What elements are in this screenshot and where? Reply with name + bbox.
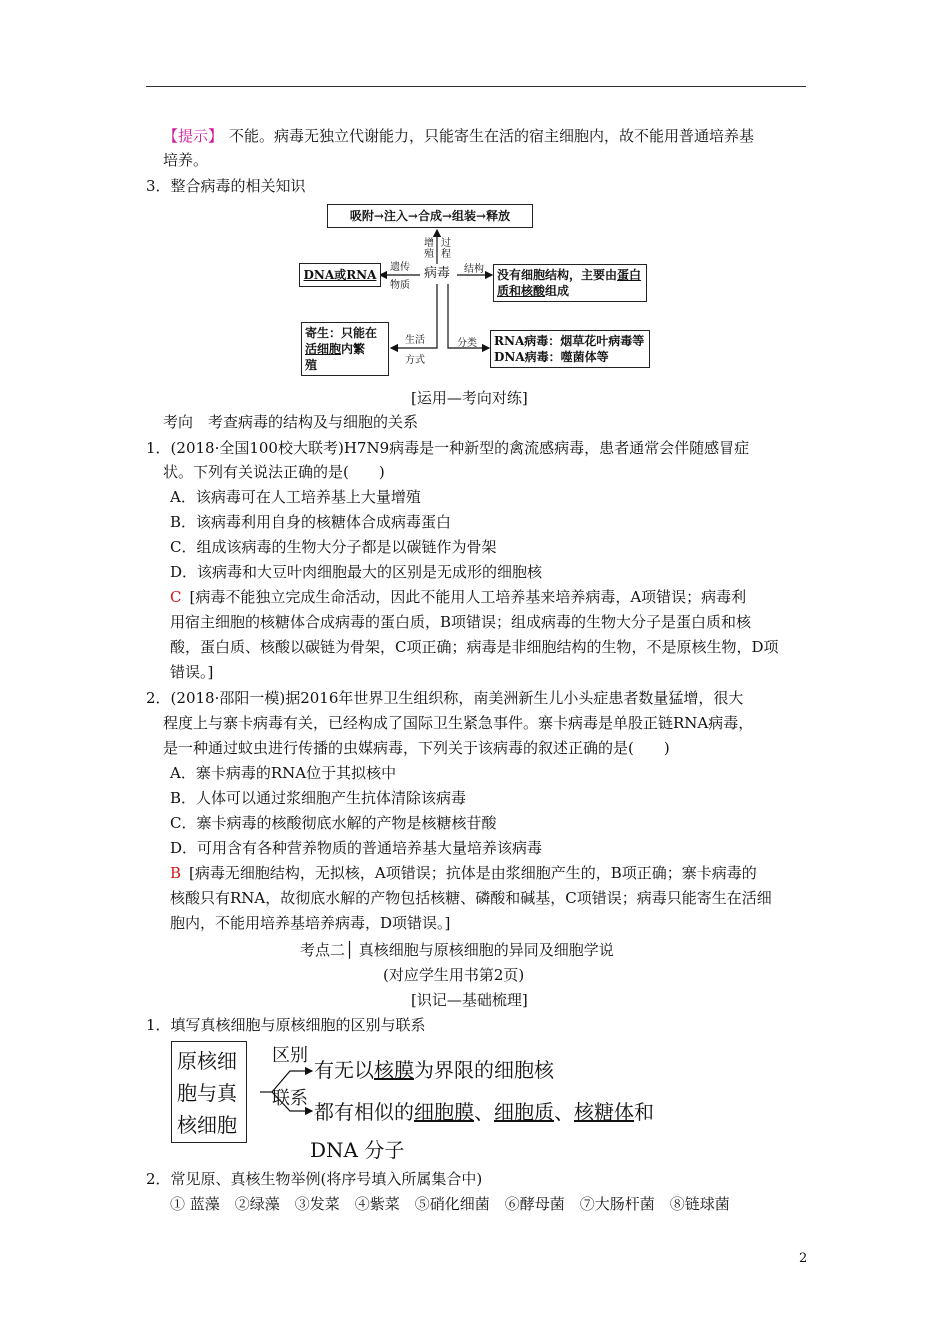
structure-text-1u: 蛋白 xyxy=(617,268,642,282)
label-process: 过程 xyxy=(441,238,451,260)
label-life-2: 方式 xyxy=(405,355,425,366)
label-genetic-1: 遗传 xyxy=(390,262,410,273)
process-box: 吸附→注入→合成→组装→释放 xyxy=(327,204,533,228)
section-two-item2: 2．常见原、真核生物举例(将序号填入所属集合中) xyxy=(146,1170,483,1188)
structure-text-1: 没有细胞结构，主要由 xyxy=(497,268,618,282)
parasite-box xyxy=(301,322,389,376)
label-classification: 分类 xyxy=(457,338,477,349)
q2-option-d: D．可用含有各种营养物质的普通培养基大量培养该病毒 xyxy=(170,839,543,857)
hint-tag: 【提示】 xyxy=(163,127,224,145)
label-genetic-2: 物质 xyxy=(390,280,410,291)
section-two-heading: 考点二│ 真核细胞与原核细胞的异同及细胞学说 xyxy=(300,941,614,959)
q1-option-b: B．该病毒利用自身的核糖体合成病毒蛋白 xyxy=(170,513,452,531)
difference-text xyxy=(314,1058,554,1082)
structure-text-2u: 质和核酸 xyxy=(497,284,546,298)
link-underlined-2: 细胞质 xyxy=(494,1100,554,1124)
diff-post: 为界限的细胞核 xyxy=(414,1058,554,1082)
section3-title: 3．整合病毒的相关知识 xyxy=(146,177,306,195)
dna-rna-box xyxy=(299,263,381,287)
label-difference: 区别 xyxy=(272,1045,308,1066)
hint-text: 不能。病毒无独立代谢能力，只能寄生在活的宿主细胞内，故不能用普通培养基 xyxy=(229,127,755,145)
q2-stem-3: 是一种通过蚊虫进行传播的虫媒病毒，下列关于该病毒的叙述正确的是( ) xyxy=(163,739,670,757)
section-two-item1: 1．填写真核细胞与原核细胞的区别与联系 xyxy=(146,1016,426,1034)
parasite-text-2u: 活细胞 xyxy=(305,342,342,356)
q2-exp-text-1: [病毒无细胞结构，无拟核，A项错误；抗体是由浆细胞产生的，B项正确；寨卡病毒的 xyxy=(189,864,757,882)
cell-box-line-2: 胞与真 xyxy=(177,1081,237,1105)
dna-rna-text: DNA或RNA xyxy=(303,268,377,282)
q1-explanation-2: 用宿主细胞的核糖体合成病毒的蛋白质，B项错误；组成病毒的生物大分子是蛋白质和核 xyxy=(170,613,752,631)
classification-text-1: RNA病毒：烟草花叶病毒等 xyxy=(494,334,645,348)
q1-option-c: C．组成该病毒的生物大分子都是以碳链作为骨架 xyxy=(170,538,497,556)
section-two-basic: [识记—基础梳理] xyxy=(411,991,528,1009)
link-text-2: DNA 分子 xyxy=(310,1138,405,1162)
hint-line-2: 培养。 xyxy=(163,151,209,169)
link-post: 和 xyxy=(634,1100,654,1124)
q1-stem-1: 1．(2018·全国100校大联考)H7N9病毒是一种新型的禽流感病毒，患者通常会伴随感冒症 xyxy=(146,439,750,457)
link-sep-2: 、 xyxy=(554,1100,574,1124)
label-proliferation: 增殖 xyxy=(424,238,434,260)
q1-stem-2: 状。下列有关说法正确的是( ) xyxy=(163,463,385,481)
q2-option-b: B．人体可以通过浆细胞产生抗体清除该病毒 xyxy=(170,789,467,807)
link-underlined-3: 核糖体 xyxy=(574,1100,634,1124)
q1-option-d: D．该病毒和大豆叶肉细胞最大的区别是无成形的细胞核 xyxy=(170,563,543,581)
q2-explanation-2: 核酸只有RNA，故彻底水解的产物包括核糖、磷酸和碱基，C项错误；病毒只能寄生在活细 xyxy=(170,889,772,907)
link-pre: 都有相似的 xyxy=(314,1100,414,1124)
diff-pre: 有无以 xyxy=(314,1058,374,1082)
q2-stem-1: 2．(2018·邵阳一模)据2016年世界卫生组织称，南美洲新生儿小头症患者数量猛增，很大 xyxy=(146,689,744,707)
direction-title: 考向 考查病毒的结构及与细胞的关系 xyxy=(163,413,419,431)
q2-explanation-3: 胞内，不能用培养基培养病毒，D项错误。] xyxy=(170,914,451,932)
q1-option-a: A．该病毒可在人工培养基上大量增殖 xyxy=(170,488,421,506)
page-number: 2 xyxy=(799,1251,808,1266)
q2-explanation-1 xyxy=(170,863,757,883)
q1-exp-text-1: [病毒不能独立完成生命活动，因此不能用人工培养基来培养病毒，A项错误；病毒利 xyxy=(189,588,747,606)
label-life-1: 生活 xyxy=(405,335,425,346)
q2-option-c: C．寨卡病毒的核酸彻底水解的产物是核糖核苷酸 xyxy=(170,814,497,832)
link-sep-1: 、 xyxy=(474,1100,494,1124)
label-structure: 结构 xyxy=(464,264,484,275)
practice-title: [运用—考向对练] xyxy=(411,389,528,407)
structure-box xyxy=(493,264,647,302)
q2-option-a: A．寨卡病毒的RNA位于其拟核中 xyxy=(170,764,397,782)
structure-text-2: 组成 xyxy=(545,284,570,298)
parasite-text-2: 内繁 xyxy=(341,342,366,356)
label-link: 联系 xyxy=(272,1088,308,1109)
classification-box xyxy=(490,330,650,368)
q2-stem-2: 程度上与寨卡病毒有关，已经构成了国际卫生紧急事件。寨卡病毒是单股正链RNA病毒， xyxy=(163,714,754,732)
link-underlined-1: 细胞膜 xyxy=(414,1100,474,1124)
section-two-sub: (对应学生用书第2页) xyxy=(383,966,525,984)
q2-answer: B xyxy=(170,864,182,882)
cell-compare-box xyxy=(171,1041,247,1143)
link-text xyxy=(314,1100,654,1124)
diff-underlined: 核膜 xyxy=(374,1058,414,1082)
q1-explanation-1 xyxy=(170,587,746,607)
virus-center: 病毒 xyxy=(424,266,451,281)
parasite-text-1: 寄生：只能在 xyxy=(305,326,378,340)
parasite-text-3: 殖 xyxy=(305,358,318,372)
cell-box-line-3: 核细胞 xyxy=(177,1113,237,1137)
q1-explanation-4: 错误。] xyxy=(170,663,214,681)
cell-box-line-1: 原核细 xyxy=(177,1049,237,1073)
examples-list: ① 蓝藻 ②绿藻 ③发菜 ④紫菜 ⑤硝化细菌 ⑥酵母菌 ⑦大肠杆菌 ⑧链球菌 xyxy=(170,1195,730,1213)
classification-text-2: DNA病毒：噬菌体等 xyxy=(494,350,609,364)
q1-explanation-3: 酸，蛋白质、核酸以碳链为骨架，C项正确；病毒是非细胞结构的生物，不是原核生物，D项 xyxy=(170,638,779,656)
q1-answer: C xyxy=(170,588,182,606)
